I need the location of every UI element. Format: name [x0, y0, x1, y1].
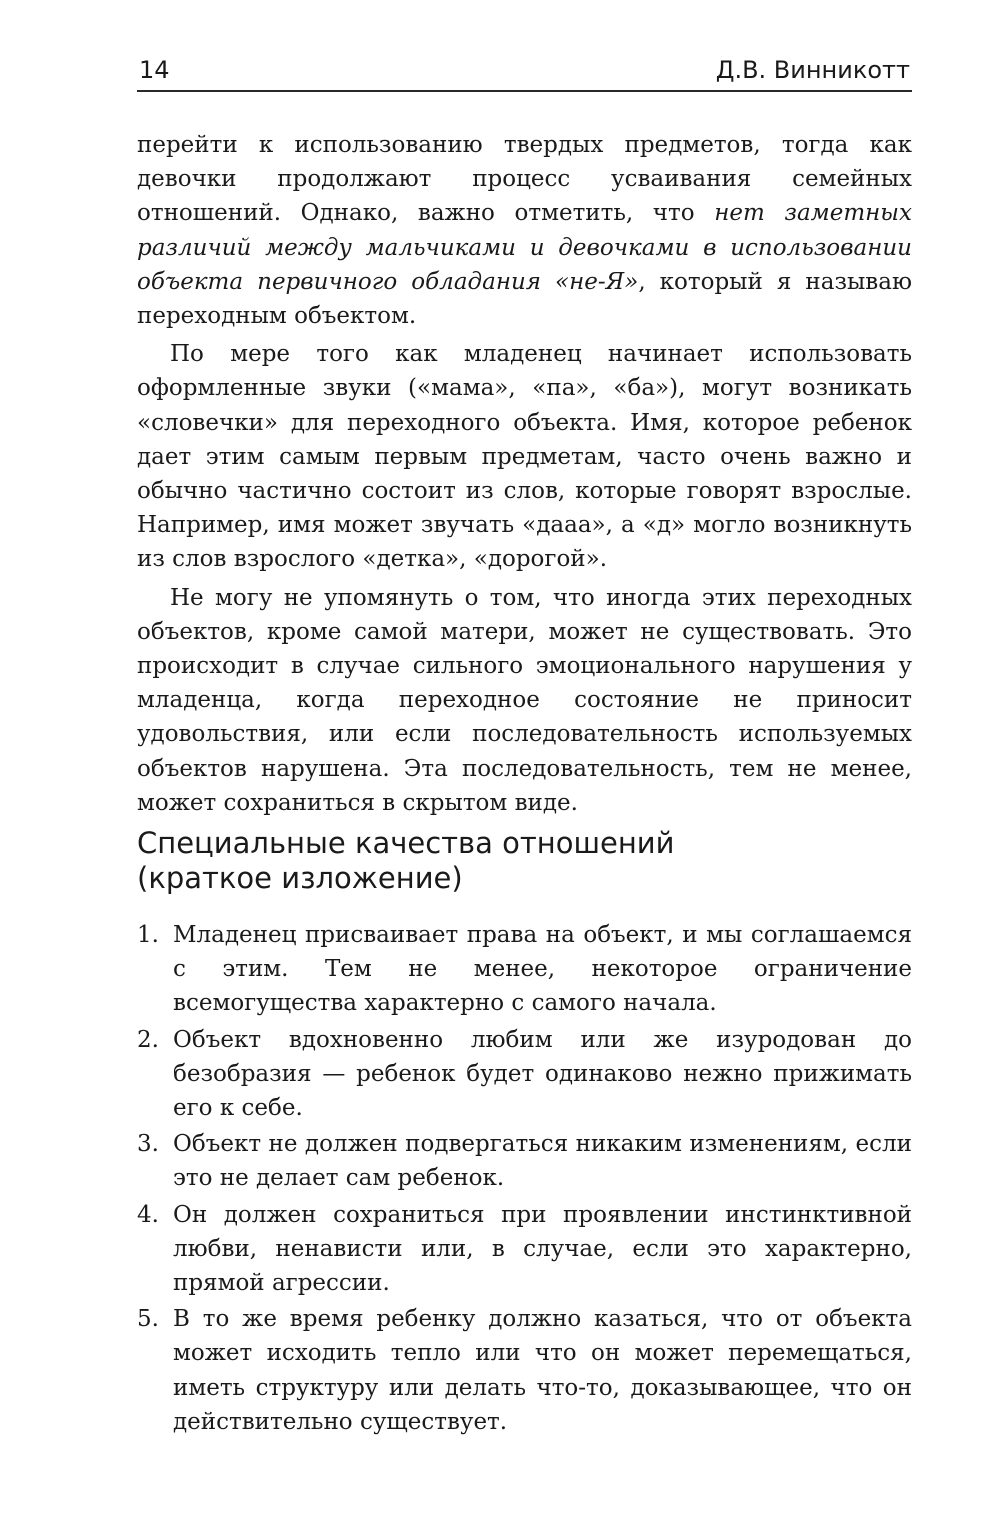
section-title-line-2: (краткое изложение) [137, 861, 463, 895]
section-title [137, 826, 912, 896]
page-number: 14 [139, 56, 170, 84]
paragraph-1-italic: нет заметных различий между мальчиками и девочками в использовании объекта первичного обладания «не-Я» [137, 200, 912, 295]
list-item-text: Объект не должен подвергаться никаким изменениям, если это не делает сам ребенок. [173, 1131, 912, 1192]
list-item [137, 1127, 912, 1195]
list-item-text: Объект вдохновенно любим или же изуродован до безобразия — ребенок будет одинаково нежно прижимать его к себе. [173, 1026, 912, 1122]
list-item-number: 2. [137, 1026, 159, 1053]
list-item [137, 918, 912, 1021]
list-item [137, 1023, 912, 1126]
list-item-number: 1. [137, 922, 159, 948]
paragraph-1 [137, 128, 912, 333]
list-item-text: В то же время ребенку должно казаться, что от объекта может исходить тепло или что он может перемещаться, иметь структуру или делать что-то, доказывающее, что он действительно существует. [173, 1306, 912, 1435]
paragraph-2: По мере того как младенец начинает использовать оформленные звуки («мама», «па», «ба»), могут возникать «словечки» для переходного объекта. Имя, которое ребенок дает этим самым первым предметам, часто очень важно и обычно частично состоит из слов, которые говорят взрослые. Например, имя может звучать «дааа», а «д» могло возникнуть из слов взрослого «детка», «дорогой». [137, 341, 912, 573]
list-item-number: 5. [137, 1306, 159, 1333]
page-header [137, 50, 912, 92]
qualities-list [137, 918, 912, 1441]
paragraph-1-end: , который я называю переходным объектом. [137, 268, 912, 330]
body-text [137, 128, 912, 820]
paragraph-1-start: перейти к использованию твердых предметов, тогда как девочки продолжают процесс усваивания семейных отношений. Однако, важно отметить, что [137, 132, 912, 227]
running-head-author: Д.В. Винникотт [715, 56, 910, 84]
paragraph-3: Не могу не упомянуть о том, что иногда этих переходных объектов, кроме самой матери, может не существовать. Это происходит в случае сильного эмоционального нарушения у младенца, когда переходное состояние не приносит удовольствия, или если последовательность используемых объектов нарушена. Эта последовательность, тем не менее, может сохраниться в скрытом виде. [137, 584, 912, 816]
list-item [137, 1198, 912, 1301]
list-item-number: 4. [137, 1201, 159, 1228]
list-item-text: Он должен сохраниться при проявлении инстинктивной любви, ненависти или, в случае, если это характерно, прямой агрессии. [173, 1201, 912, 1297]
list-item-number: 3. [137, 1131, 159, 1158]
list-item [137, 1302, 912, 1439]
list-item-text: Младенец присваивает права на объект, и мы соглашаемся с этим. Тем не менее, некоторое ограничение всемогущества характерно с самого начала. [173, 922, 912, 1017]
section-title-line-1: Специальные качества отношений [137, 826, 675, 860]
